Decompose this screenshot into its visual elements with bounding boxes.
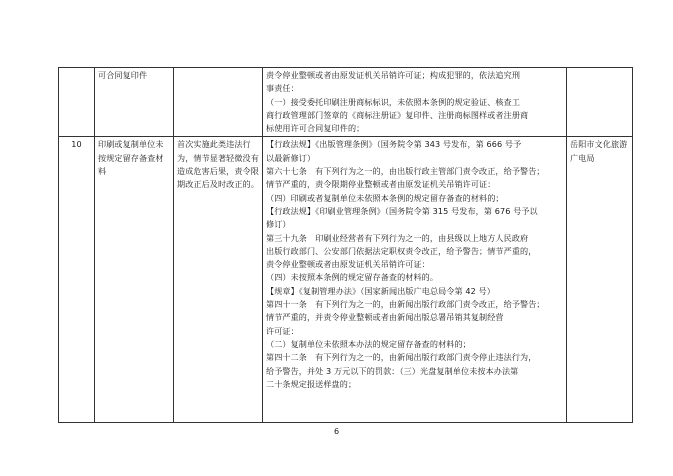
basis-line: （二）复制单位未依照本办法的规定留存备查的材料的；: [266, 338, 471, 349]
basis-line: （四）未按照本条例的规定留存备查的材料的。: [266, 272, 439, 283]
table-row: [59, 137, 633, 423]
table-row: [59, 68, 633, 137]
basis-line: 许可证：: [266, 325, 299, 336]
row-number-cell: [59, 68, 95, 137]
legal-basis-cell: [263, 68, 567, 137]
basis-line: （一）接受委托印刷注册商标标识，未依照本条例的规定验证、核查工: [266, 96, 521, 107]
basis-line: 情节严重的，并责令停业整顿或者由新闻出版总署吊销其复制经营: [266, 312, 504, 323]
basis-line: 【行政法规】《印刷业管理条例》（国务院令第 315 号发布，第 676 号予以: [266, 205, 538, 216]
page-number: 6: [333, 427, 340, 436]
basis-line: 事责任：: [266, 83, 299, 94]
trigger-cell: 首次实施此类违法行为，情节显著轻微没有造成危害后果，责令限期改正后及时改正的。: [174, 137, 263, 423]
basis-line: 【规章】《复制管理办法》（国家新闻出版广电总局令第 42 号）: [266, 285, 495, 296]
basis-line: 第三十九条 印刷业经营者有下列行为之一的，由县级以上地方人民政府: [266, 232, 529, 243]
basis-line: 第四十一条 有下列行为之一的，由新闻出版行政部门责令改正，给予警告；: [266, 299, 545, 310]
enforcement-table: [58, 67, 633, 423]
department-cell: [567, 68, 633, 137]
basis-line: （四）印刷或者复制单位未依照本条例的规定留存备查的材料的；: [266, 192, 504, 203]
trigger-cell: [174, 68, 263, 137]
basis-line: 情节严重的，责令限期停业整顿或者由原发证机关吊销许可证：: [266, 179, 496, 190]
basis-line: 二十条规定报送样盘的；: [266, 378, 357, 389]
basis-line: 第四十二条 有下列行为之一的，由新闻出版行政部门责令停止违法行为，: [266, 352, 537, 363]
basis-line: 责令停业整顿或者由原发证机关吊销许可证；构成犯罪的，依法追究刑: [266, 70, 521, 80]
department-cell: 岳阳市文化旅游广电局: [567, 137, 633, 423]
basis-line: 给予警告，并处 3 万元以下的罚款：（三）光盘复制单位未按本办法第: [266, 365, 519, 376]
basis-line: 标使用许可合同复印件的；: [266, 123, 365, 134]
basis-line: 出版行政部门、公安部门依据法定职权责令改正，给予警告；情节严重的，: [266, 245, 537, 256]
row-number-cell: 10: [59, 137, 95, 423]
basis-line: 责令停业整顿或者由原发证机关吊销许可证：: [266, 259, 430, 270]
basis-line: 第六十七条 有下列行为之一的，由出版行政主管部门责令改正，给予警告；: [266, 166, 545, 177]
basis-line: 以最新修订）: [266, 152, 316, 163]
basis-line: 修订）: [266, 219, 291, 230]
basis-line: 【行政法规】《出版管理条例》（国务院令第 343 号发布，第 666 号予: [266, 139, 522, 150]
item-cell: 印刷或复制单位未按规定留存备查材料: [95, 137, 174, 423]
item-cell: 可合同复印件: [95, 68, 174, 137]
basis-line: 商行政管理部门签章的《商标注册证》复印件、注册商标图样或者注册商: [266, 109, 529, 120]
legal-basis-cell: [263, 137, 567, 423]
